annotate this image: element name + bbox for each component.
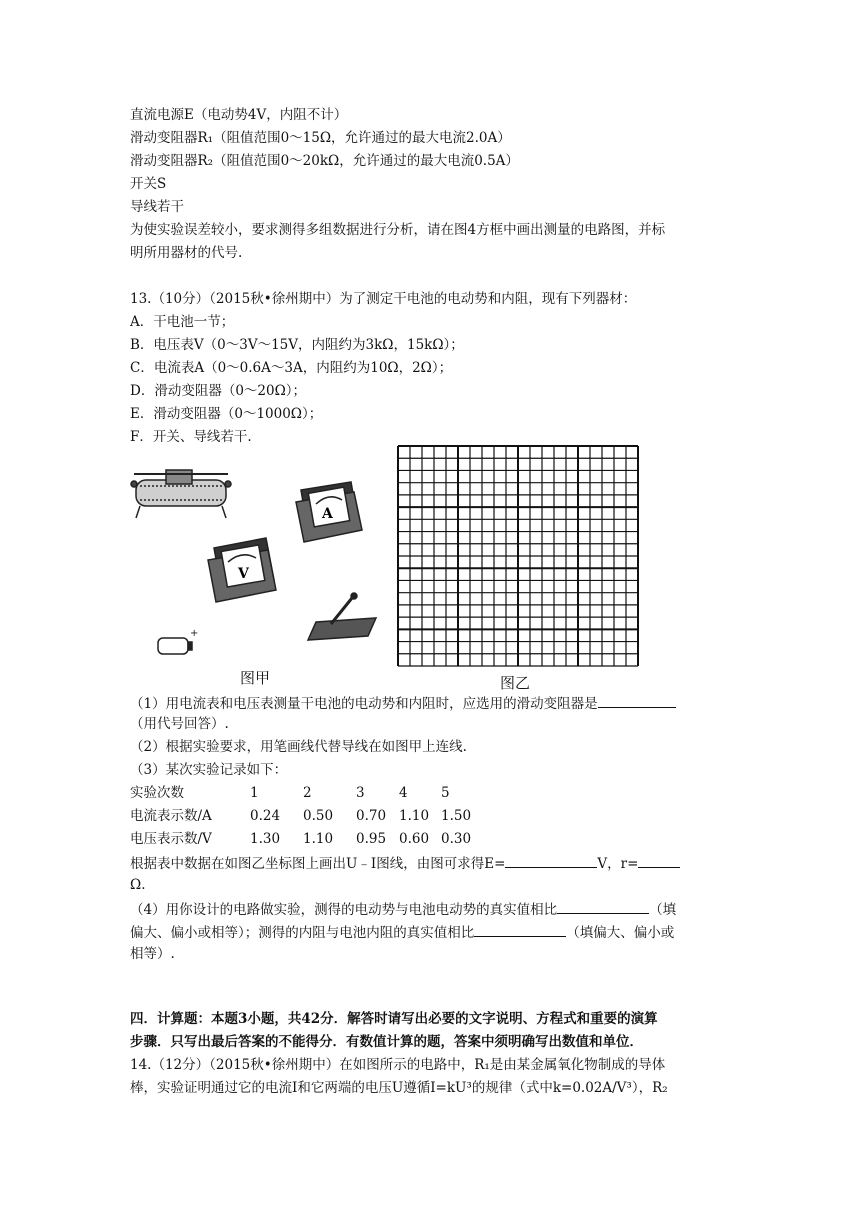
intro-line-power: 直流电源E（电动势4V，内阻不计） [130, 107, 348, 123]
table-cell: 0.24 [250, 808, 281, 824]
intro-line-instruction-2: 明所用器材的代号. [130, 245, 243, 261]
intro-line-wires: 导线若干 [130, 199, 184, 215]
table-cell: 1.50 [441, 808, 472, 824]
table-cell: 2 [303, 785, 312, 801]
q13-part3-b [130, 853, 680, 874]
q13-part4-b-hint: （填偏大、偏小或 [566, 925, 675, 941]
table-cell: 0.50 [303, 808, 334, 824]
intro-line-r1: 滑动变阻器R₁（阻值范围0～15Ω，允许通过的最大电流2.0A） [130, 130, 511, 146]
q13-option-d: D．滑动变阻器（0～20Ω）； [130, 383, 307, 399]
graph-paper [394, 442, 642, 670]
q13-option-b: B．电压表V（0～3V～15V，内阻约为3kΩ，15kΩ）； [130, 337, 464, 353]
table-cell: 5 [441, 785, 450, 801]
table-cell: 1 [250, 785, 259, 801]
apparatus-figure [126, 460, 386, 670]
q13-option-a: A．干电池一节； [130, 314, 235, 330]
answer-blank-resistance[interactable] [638, 853, 680, 868]
table-row-label: 实验次数 [130, 785, 184, 801]
q14-line-2: 棒，实验证明通过它的电流I和它两端的电压U遵循I=kU³的规律（式中k=0.02A/V³），R₂ [130, 1080, 668, 1096]
q14-line-1: 14.（12分）（2015秋•徐州期中）在如图所示的电路中，R₁是由某金属氧化物制成的导体 [130, 1057, 666, 1073]
q13-part3-b-mid: V，r= [597, 856, 639, 872]
q13-part1-b: （用代号回答）. [130, 716, 229, 732]
intro-line-r2: 滑动变阻器R₂（阻值范围0～20kΩ，允许通过的最大电流0.5A） [130, 153, 519, 169]
q13-part3-b-unit: Ω. [130, 877, 146, 893]
q13-part4-b [130, 922, 674, 943]
q13-part1-text: （1）用电流表和电压表测量干电池的电动势和内阻时，应选用的滑动变阻器是 [130, 696, 598, 712]
q13-part4-c: 相等）. [130, 946, 175, 962]
q13-part2: （2）根据实验要求，用笔画线代替导线在如图甲上连线. [130, 739, 467, 755]
q13-part4-b-text: 偏大、偏小或相等）；测得的内阻与电池内阻的真实值相比 [130, 925, 475, 941]
svg-text:+: + [190, 628, 199, 639]
table-row-label: 电压表示数/V [130, 831, 212, 847]
table-cell: 0.30 [441, 831, 472, 847]
table-cell: 1.10 [399, 808, 430, 824]
q13-part4-text: （4）用你设计的电路做实验，测得的电动势与电池电动势的真实值相比 [130, 902, 558, 918]
voltmeter-label: V [238, 566, 249, 582]
q13-part1 [130, 693, 676, 714]
intro-line-switch: 开关S [130, 176, 167, 192]
section4-heading: 四．计算题：本题3小题，共42分．解答时请写出必要的文字说明、方程式和重要的演算 [130, 1011, 658, 1027]
q13-part3: （3）某次实验记录如下： [130, 762, 288, 778]
intro-line-instruction: 为使实验误差较小，要求测得多组数据进行分析，请在图4方框中画出测量的电路图，并标 [130, 222, 666, 238]
table-cell: 3 [356, 785, 365, 801]
q13-part4 [130, 899, 676, 920]
ammeter-label: A [322, 506, 333, 522]
table-cell: 0.60 [399, 831, 430, 847]
table-row-label: 电流表示数/A [130, 808, 212, 824]
q13-option-f: F．开关、导线若干. [130, 429, 252, 445]
fig-b-caption: 图乙 [500, 674, 531, 692]
table-cell: 0.95 [356, 831, 387, 847]
answer-blank-emf-compare[interactable] [557, 899, 649, 914]
table-cell: 1.10 [303, 831, 334, 847]
rheostat-icon [131, 470, 231, 518]
table-cell: 4 [399, 785, 408, 801]
table-cell: 0.70 [356, 808, 387, 824]
q13-option-e: E．滑动变阻器（0～1000Ω）； [130, 406, 323, 422]
battery-icon [158, 628, 198, 654]
section4-heading-2: 步骤．只写出最后答案的不能得分．有数值计算的题，答案中须明确写出数值和单位． [130, 1034, 643, 1050]
q13-header: 13.（10分）（2015秋•徐州期中）为了测定干电池的电动势和内阻，现有下列器材： [130, 291, 637, 307]
fig-a-caption: 图甲 [240, 669, 271, 687]
q13-part3-b-text: 根据表中数据在如图乙坐标图上画出U﹣I图线，由图可求得E= [130, 856, 506, 872]
q13-part4-hint: （填 [649, 902, 677, 918]
answer-blank-r-compare[interactable] [474, 922, 566, 937]
answer-blank-emf[interactable] [505, 853, 597, 868]
table-cell: 1.30 [250, 831, 281, 847]
switch-icon [308, 593, 376, 640]
answer-blank-rheostat[interactable] [598, 693, 676, 708]
q13-option-c: C．电流表A（0～0.6A～3A，内阻约为10Ω，2Ω）； [130, 360, 453, 376]
